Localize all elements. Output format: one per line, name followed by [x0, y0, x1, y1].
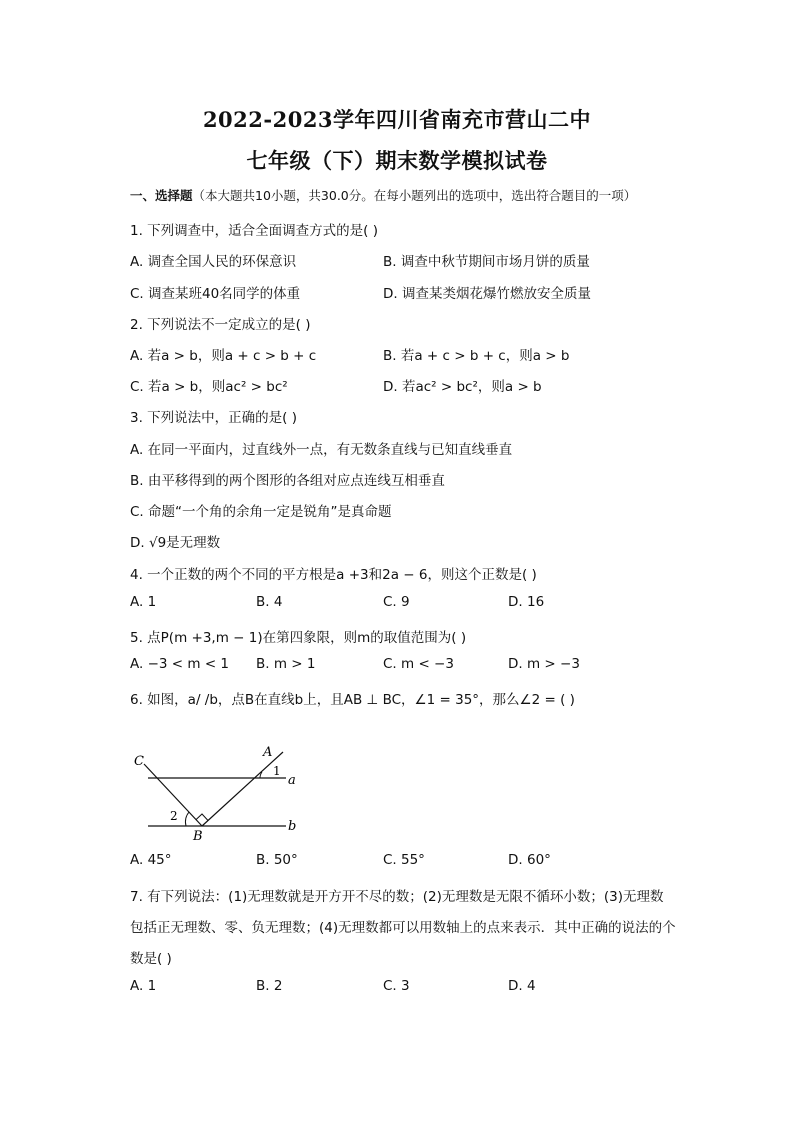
question-4-option-b: B. 4 — [256, 594, 283, 610]
question-6-option-d: D. 60° — [508, 852, 551, 868]
question-2-stem: 2. 下列说法不一定成立的是( ) — [130, 317, 311, 333]
question-5-option-d: D. m > −3 — [508, 656, 580, 672]
question-1-option-b: B. 调查中秋节期间市场月饼的质量 — [383, 254, 590, 270]
question-1-stem: 1. 下列调查中，适合全面调查方式的是( ) — [130, 223, 378, 239]
label-a-point: A — [263, 745, 273, 760]
label-angle-2: 2 — [170, 809, 178, 823]
question-6-option-b: B. 50° — [256, 852, 298, 868]
question-3-option-a: A. 在同一平面内，过直线外一点，有无数条直线与已知直线垂直 — [130, 442, 513, 458]
question-7-option-d: D. 4 — [508, 978, 536, 994]
question-3-option-b: B. 由平移得到的两个图形的各组对应点连线互相垂直 — [130, 473, 445, 489]
label-c: C — [134, 754, 144, 769]
question-7-option-b: B. 2 — [256, 978, 283, 994]
question-1-option-d: D. 调查某类烟花爆竹燃放安全质量 — [383, 286, 591, 302]
question-1-option-a: A. 调查全国人民的环保意识 — [130, 254, 297, 270]
question-4-option-d: D. 16 — [508, 594, 545, 610]
right-angle-mark — [196, 814, 208, 821]
question-4-option-c: C. 9 — [383, 594, 410, 610]
question-3-stem: 3. 下列说法中，正确的是( ) — [130, 410, 297, 426]
question-1-option-c: C. 调查某班40名同学的体重 — [130, 286, 301, 302]
question-3-option-c: C. 命题“一个角的余角一定是锐角”是真命题 — [130, 504, 392, 520]
label-line-a: a — [288, 773, 296, 788]
question-2-option-d: D. 若ac² > bc²，则a > b — [383, 379, 542, 395]
question-7-option-a: A. 1 — [130, 978, 157, 994]
exam-title-line1: 2022-2023学年四川省南充市营山二中 — [202, 107, 592, 132]
question-7-stem-line2: 包括正无理数、零、负无理数；(4)无理数都可以用数轴上的点来表示．其中正确的说法的个 — [130, 920, 676, 936]
question-6-stem: 6. 如图，a/ /b，点B在直线b上，且AB ⊥ BC，∠1 = 35°，那么∠2 = ( ) — [130, 692, 575, 708]
section-instructions: （本大题共10小题，共30.0分。在每小题列出的选项中，选出符合题目的一项） — [192, 188, 637, 203]
question-6-option-c: C. 55° — [383, 852, 425, 868]
parallel-lines-figure — [128, 740, 303, 845]
question-4-stem: 4. 一个正数的两个不同的平方根是a +3和2a − 6，则这个正数是( ) — [130, 567, 537, 583]
question-7-stem-line3: 数是( ) — [130, 951, 172, 967]
segment-ba — [202, 752, 283, 826]
question-7-option-c: C. 3 — [383, 978, 410, 994]
angle2-arc — [185, 812, 189, 826]
question-5-stem: 5. 点P(m +3,m − 1)在第四象限，则m的取值范围为( ) — [130, 630, 467, 646]
section-heading — [130, 186, 636, 204]
question-2-option-c: C. 若a > b，则ac² > bc² — [130, 379, 288, 395]
exam-title-line2: 七年级（下）期末数学模拟试卷 — [246, 148, 548, 173]
question-5-option-a: A. −3 < m < 1 — [130, 656, 230, 672]
question-5-option-c: C. m < −3 — [383, 656, 454, 672]
label-angle-1: 1 — [273, 764, 281, 778]
label-b-point: B — [193, 829, 203, 844]
question-4-option-a: A. 1 — [130, 594, 157, 610]
section-title: 一、选择题 — [130, 188, 193, 203]
question-2-option-b: B. 若a + c > b + c，则a > b — [383, 348, 570, 364]
question-5-option-b: B. m > 1 — [256, 656, 316, 672]
question-3-option-d: D. √9是无理数 — [130, 535, 221, 551]
question-7-stem-line1: 7. 有下列说法：(1)无理数就是开方开不尽的数；(2)无理数是无限不循环小数；(3)无理数 — [130, 889, 664, 905]
question-2-option-a: A. 若a > b，则a + c > b + c — [130, 348, 317, 364]
question-6-option-a: A. 45° — [130, 852, 172, 868]
label-line-b: b — [288, 819, 297, 834]
